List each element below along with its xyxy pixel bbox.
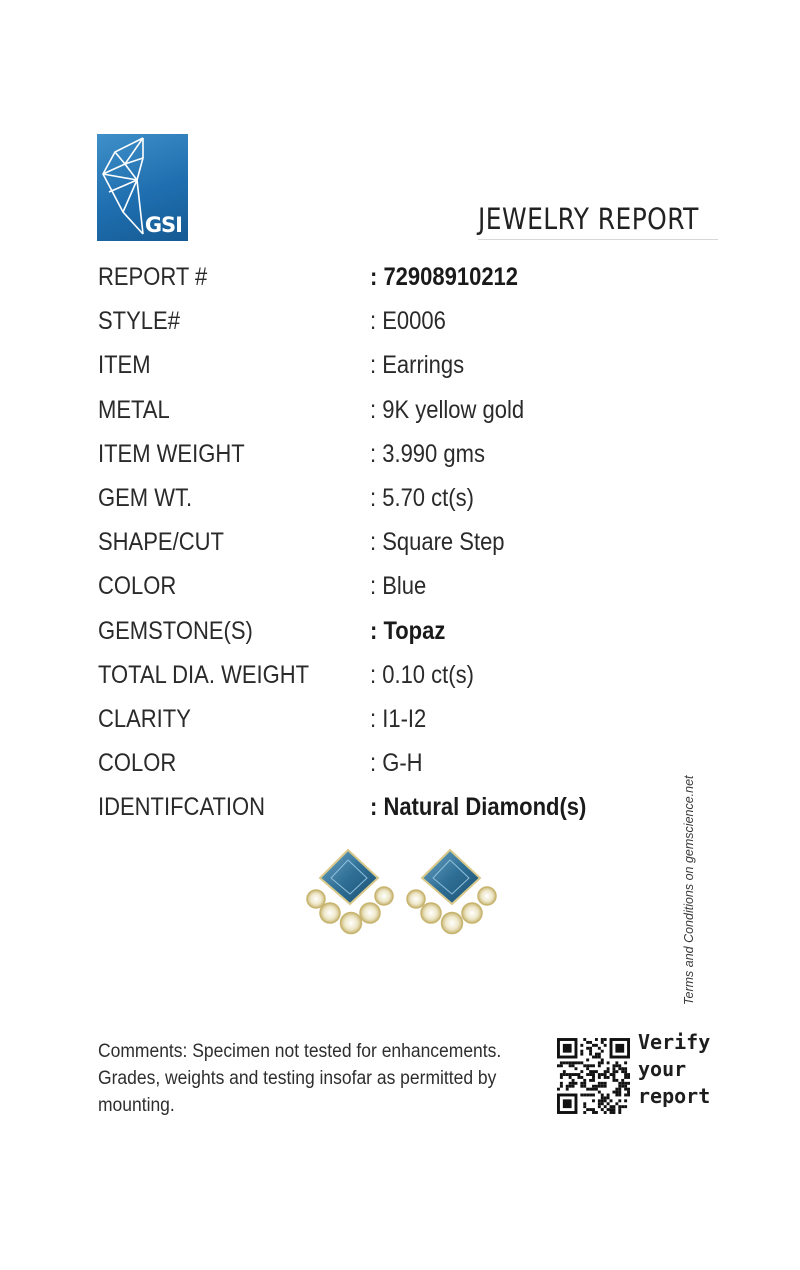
- topaz-earrings-photo: [296, 846, 506, 941]
- spec-label: CLARITY: [98, 704, 191, 733]
- spec-value: : Earrings: [370, 351, 465, 380]
- logo-text: GSI: [144, 213, 182, 237]
- verify-line: Verify: [638, 1030, 711, 1054]
- spec-value: : Blue: [370, 572, 427, 601]
- spec-value: : 72908910212: [370, 263, 519, 291]
- spec-value: : 0.10 ct(s): [370, 660, 474, 689]
- spec-row: [98, 478, 658, 522]
- spec-row: [98, 787, 658, 831]
- comments-line: mounting.: [98, 1095, 175, 1116]
- verify-line: your: [638, 1057, 687, 1081]
- spec-value: : G-H: [370, 749, 423, 778]
- comments-line: Comments: Specimen not tested for enhancements.: [98, 1041, 502, 1062]
- spec-label: COLOR: [98, 572, 177, 601]
- gsi-logo: [97, 134, 188, 241]
- spec-label: SHAPE/CUT: [98, 528, 224, 557]
- spec-label: ITEM: [98, 351, 151, 380]
- spec-value: : Topaz: [370, 616, 446, 645]
- spec-row: [98, 257, 658, 301]
- spec-label: GEM WT.: [98, 483, 193, 512]
- spec-value: : I1-I2: [370, 704, 427, 733]
- spec-label: METAL: [98, 395, 170, 424]
- spec-label: IDENTIFCATION: [98, 793, 266, 822]
- spec-label: ITEM WEIGHT: [98, 439, 245, 468]
- spec-value: : 9K yellow gold: [370, 395, 525, 424]
- product-image: [296, 846, 506, 946]
- spec-value: : 5.70 ct(s): [370, 483, 474, 512]
- spec-label: TOTAL DIA. WEIGHT: [98, 660, 310, 689]
- page-title: JEWELRY REPORT: [478, 202, 699, 236]
- spec-row: [98, 655, 658, 699]
- spec-table: [98, 257, 658, 831]
- spec-label: STYLE#: [98, 307, 180, 336]
- spec-row: [98, 434, 658, 478]
- right-earring: [407, 850, 496, 934]
- spec-row: [98, 301, 658, 345]
- verify-report-link[interactable]: [638, 1029, 710, 1110]
- left-earring: [307, 850, 393, 934]
- qr-code-icon[interactable]: [557, 1038, 630, 1114]
- spec-row: [98, 390, 658, 434]
- spec-row: [98, 566, 658, 610]
- comments-line: Grades, weights and testing insofar as permitted by: [98, 1068, 497, 1089]
- spec-value: : Square Step: [370, 528, 505, 557]
- spec-value: : E0006: [370, 307, 446, 336]
- spec-row: [98, 611, 658, 655]
- spec-label: COLOR: [98, 749, 177, 778]
- spec-row: [98, 345, 658, 389]
- spec-value: : 3.990 gms: [370, 439, 485, 468]
- terms-link[interactable]: Terms and Conditions on gemscience.net: [682, 775, 696, 1005]
- spec-label: GEMSTONE(S): [98, 616, 253, 645]
- spec-value: : Natural Diamond(s): [370, 793, 587, 822]
- spec-label: REPORT #: [98, 263, 208, 291]
- verify-line: report: [638, 1084, 711, 1108]
- title-divider: [478, 239, 718, 240]
- spec-row: [98, 522, 658, 566]
- spec-row: [98, 743, 658, 787]
- comments-block: [98, 1038, 530, 1119]
- spec-row: [98, 699, 658, 743]
